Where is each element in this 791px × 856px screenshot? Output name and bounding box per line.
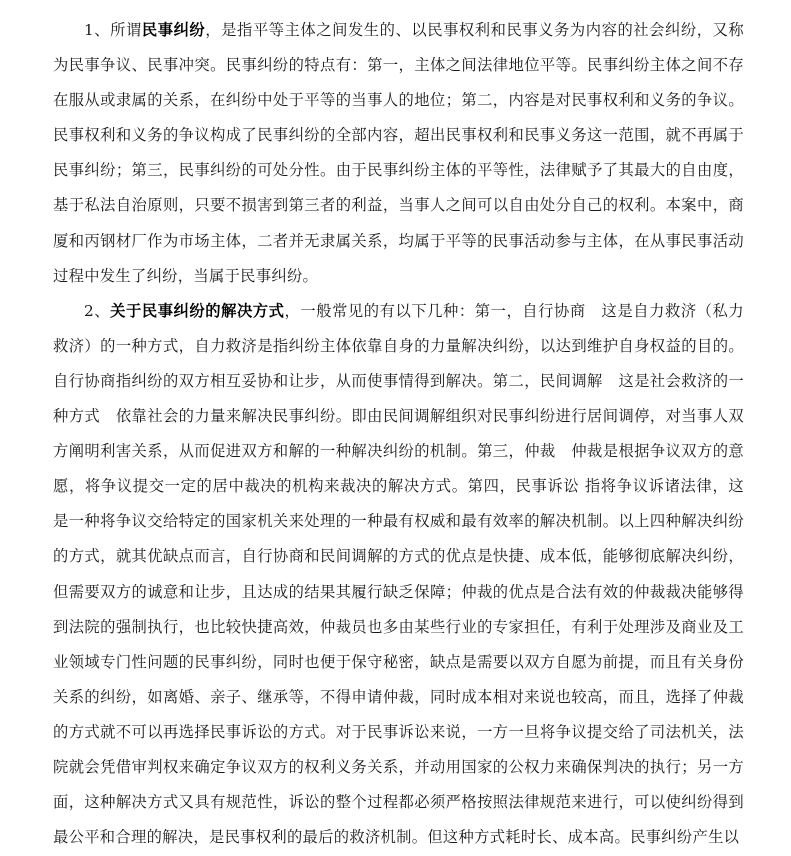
paragraph-number: 2、 <box>84 301 111 320</box>
paragraph-body: ，是指平等主体之间发生的、以民事权利和民事义务为内容的社会纠纷，又称为民事争议、民事冲突。民事纠纷的特点有：第一，主体之间法律地位平等。民事纠纷主体之间不存在服从或隶属的关系，在纠纷中处于平等的当事人的地位；第二，内容是对民事权利和义务的争议。民事权利和义务的争议构成了民事纠纷的全部内容，超出民事权利和民事义务这一范围，就不再属于民事纠纷；第三，民事纠纷的可处分性。由于民事纠纷主体的平等性，法律赋予了其最大的自由度，基于私法自治原则，只要不损害到第三者的利益，当事人之间可以自由处分自己的权利。本案中，商厦和丙钢材厂作为市场主体，二者并无隶属关系，均属于平等的民事活动参与主体，在从事民事活动过程中发生了纠纷，当属于民事纠纷。 <box>53 21 745 285</box>
paragraph-civil-dispute-definition <box>53 13 744 294</box>
paragraph-dispute-resolution-methods <box>53 294 744 856</box>
paragraph-number: 1、所谓 <box>84 21 142 39</box>
document-page <box>53 13 744 855</box>
paragraph-body: ，一般常见的有以下几种：第一，自行协商 这是自力救济（私力救济）的一种方式，自力救济是指纠纷主体依靠自身的力量解决纠纷，以达到维护自身权益的目的。自行协商指纠纷的双方相互妥协和让步，从而使事情得到解决。第二，民间调解 这是社会救济的一种方式 依靠社会的力量来解决民事纠纷。即由民间调解组织对民事纠纷进行居间调停，对当事人双方阐明利害关系，从而促进双方和解的一种解决纠纷的机制。第三，仲裁 仲裁是根据争议双方的意愿，将争议提交一定的居中裁决的机构来裁决的解决方式。第四，民事诉讼 指将争议诉诸法律，这是一种将争议交给特定的国家机关来处理的一种最有权威和最有效率的解决机制。以上四种解决纠纷的方式，就其优缺点而言，自行协商和民间调解的方式的优点是快捷、成本低，能够彻底解决纠纷，但需要双方的诚意和让步，且达成的结果其履行缺乏保障；仲裁的优点是合法有效的仲裁裁决能够得到法院的强制执行，也比较快捷高效，仲裁员也多由某些行业的专家担任，有利于处理涉及商业及工业领域专门性问题的民事纠纷，同时也便于保守秘密，缺点是需要以双方自愿为前提，而且有关身份关系的纠纷，如离婚、亲子、继承等，不得申请仲裁，同时成本相对来说也较高，而且，选择了仲裁的方式就不可以再选择民事诉讼的方式。对于民事诉讼来说，一方一旦将争议提交给了司法机关，法院就会凭借审判权来确定争议双方的权利义务关系，并动用国家的公权力来确保判决的执行；另一方面，这种解决方式又具有规范性，诉讼的整个过程都必须严格按照法律规范来进行，可以使纠纷得到最公平和合理的解决，是民事权利的最后的救济机制。但这种方式耗时长、成本高。民事纠纷产生以 <box>53 301 744 847</box>
bold-term: 民事纠纷 <box>141 21 206 39</box>
bold-term: 关于民事纠纷的解决方式 <box>110 301 285 320</box>
